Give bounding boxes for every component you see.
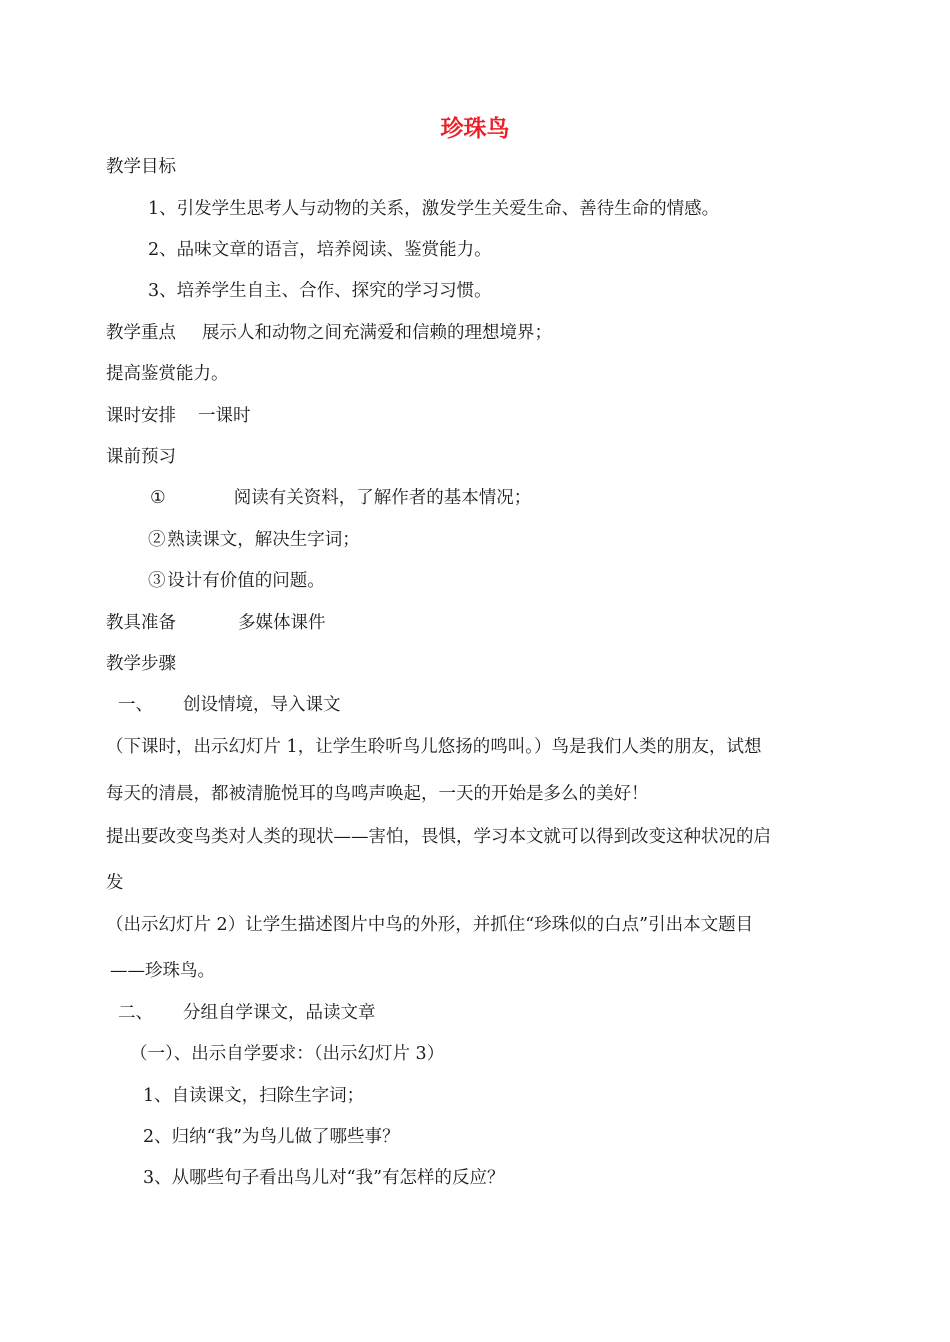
- steps-heading: 教学步骤: [106, 654, 176, 674]
- tools-label: 教具准备: [106, 613, 176, 633]
- key-points-label: 教学重点: [106, 323, 176, 343]
- preview-item-1: [150, 486, 531, 510]
- step2-title: 分组自学课文，品读文章: [183, 1003, 376, 1023]
- document-title: 珍珠鸟: [440, 116, 510, 142]
- tools-text: 多媒体课件: [238, 613, 326, 633]
- preview-item-2: [148, 528, 360, 552]
- preview-text-2: 熟读课文，解决生字词；: [167, 530, 360, 550]
- tools: [106, 611, 326, 635]
- step2-heading: [118, 1001, 376, 1025]
- preview-item-3: [148, 569, 325, 593]
- key-points-continued: 提高鉴赏能力。: [106, 364, 229, 384]
- preview-text-1: 阅读有关资料，了解作者的基本情况；: [233, 488, 532, 508]
- step1-paragraph-3a: （出示幻灯片 2）让学生描述图片中鸟的外形，并抓住“珍珠似的白点”引出本文题目: [106, 915, 754, 935]
- step2-item-2: 2、归纳“我”为鸟儿做了哪些事？: [143, 1127, 400, 1147]
- step1-paragraph-1b: 每天的清晨，都被清脆悦耳的鸟鸣声唤起，一天的开始是多么的美好！: [106, 784, 649, 804]
- objective-1: 1、引发学生思考人与动物的关系，激发学生关爱生命、善待生命的情感。: [148, 199, 720, 219]
- preview-text-3: 设计有价值的问题。: [167, 571, 325, 591]
- preview-heading: 课前预习: [106, 447, 176, 467]
- schedule-text: 一课时: [198, 406, 251, 426]
- objectives-heading: 教学目标: [106, 157, 176, 177]
- preview-mark-1: ①: [150, 488, 166, 508]
- step1-number: 一、: [118, 695, 153, 715]
- step1-paragraph-2a: 提出要改变鸟类对人类的现状——害怕，畏惧，学习本文就可以得到改变这种状况的启: [106, 827, 771, 847]
- step1-heading: [118, 693, 341, 717]
- objective-2: 2、品味文章的语言，培养阅读、鉴赏能力。: [148, 240, 492, 260]
- key-points-text: 展示人和动物之间充满爱和信赖的理想境界；: [202, 323, 552, 343]
- objective-3: 3、培养学生自主、合作、探究的学习习惯。: [148, 281, 492, 301]
- schedule: [106, 404, 251, 428]
- step1-title: 创设情境，导入课文: [183, 695, 341, 715]
- preview-mark-2: ②: [148, 530, 166, 550]
- step2-item-1: 1、自读课文，扫除生字词；: [143, 1086, 365, 1106]
- step2-subheading: （一）、出示自学要求：（出示幻灯片 3）: [130, 1044, 445, 1064]
- key-points: [106, 321, 552, 345]
- step1-paragraph-3b: ——珍珠鸟。: [110, 961, 215, 981]
- step2-item-3: 3、从哪些句子看出鸟儿对“我”有怎样的反应？: [143, 1168, 505, 1188]
- step2-number: 二、: [118, 1003, 153, 1023]
- preview-mark-3: ③: [148, 571, 166, 591]
- schedule-label: 课时安排: [106, 406, 176, 426]
- step1-paragraph-1a: （下课时，出示幻灯片 1，让学生聆听鸟儿悠扬的鸣叫。）鸟是我们人类的朋友，试想: [106, 737, 762, 757]
- step1-paragraph-2b: 发: [106, 873, 124, 893]
